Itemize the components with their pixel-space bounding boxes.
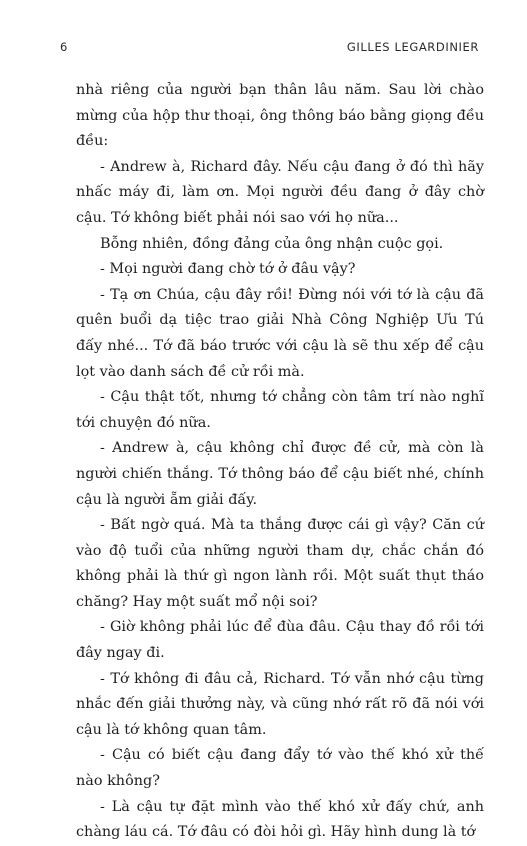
- paragraph: - Andrew à, cậu không chỉ được đề cử, mà còn là người chiến thắng. Tớ thông báo để cậu biết nhé, chính cậu là người ẵm giải đấy.: [76, 440, 484, 508]
- paragraph: - Andrew à, Richard đây. Nếu cậu đang ở đó thì hãy nhấc máy đi, làm ơn. Mọi người đều đang ở đây chờ cậu. Tớ không biết phải nói sao với họ nữa...: [76, 158, 484, 226]
- paragraph: - Giờ không phải lúc để đùa đâu. Cậu thay đồ rồi tới đây ngay đi.: [76, 619, 484, 662]
- paragraph: - Cậu thật tốt, nhưng tớ chẳng còn tâm trí nào nghĩ tới chuyện đó nữa.: [76, 389, 484, 431]
- paragraph: - Mọi người đang chờ tớ ở đâu vậy?: [100, 261, 356, 278]
- page-number: 6: [60, 40, 68, 54]
- page-header: [60, 40, 479, 58]
- paragraph: - Bất ngờ quá. Mà ta thắng được cái gì vậy? Căn cứ vào độ tuổi của những người tham dự, chắc chắn đó không phải là thứ gì ngon lành rồi. Một suất thụt tháo chăng? Hay một suất mổ nội soi?: [76, 517, 484, 610]
- paragraph: - Tạ ơn Chúa, cậu đây rồi! Đừng nói với tớ là cậu đã quên buổi dạ tiệc trao giải Nhà Công Nghiệp Ưu Tú đấy nhé... Tớ đã báo trước với cậu là sẽ thu xếp để cậu lọt vào danh sách đề cử rồi mà.: [76, 286, 484, 380]
- running-head-author: GILLES LEGARDINIER: [346, 40, 479, 54]
- body-text: [76, 78, 484, 846]
- paragraph: nhà riêng của người bạn thân lâu năm. Sau lời chào mừng của hộp thư thoại, ông thông báo bằng giọng đều đều:: [76, 82, 484, 150]
- paragraph: - Tớ không đi đâu cả, Richard. Tớ vẫn nhớ cậu từng nhắc đến giải thưởng này, và cũng nhớ rất rõ đã nói với cậu là tớ không quan tâm.: [76, 670, 484, 738]
- paragraph: - Cậu có biết cậu đang đẩy tớ vào thế khó xử thế nào không?: [76, 747, 484, 790]
- paragraph: - Là cậu tự đặt mình vào thế khó xử đấy chứ, anh chàng láu cá. Tớ đâu có đòi hỏi gì. Hãy hình dung là tớ: [76, 798, 484, 841]
- paragraph: Bỗng nhiên, đồng đảng của ông nhận cuộc gọi.: [100, 235, 444, 252]
